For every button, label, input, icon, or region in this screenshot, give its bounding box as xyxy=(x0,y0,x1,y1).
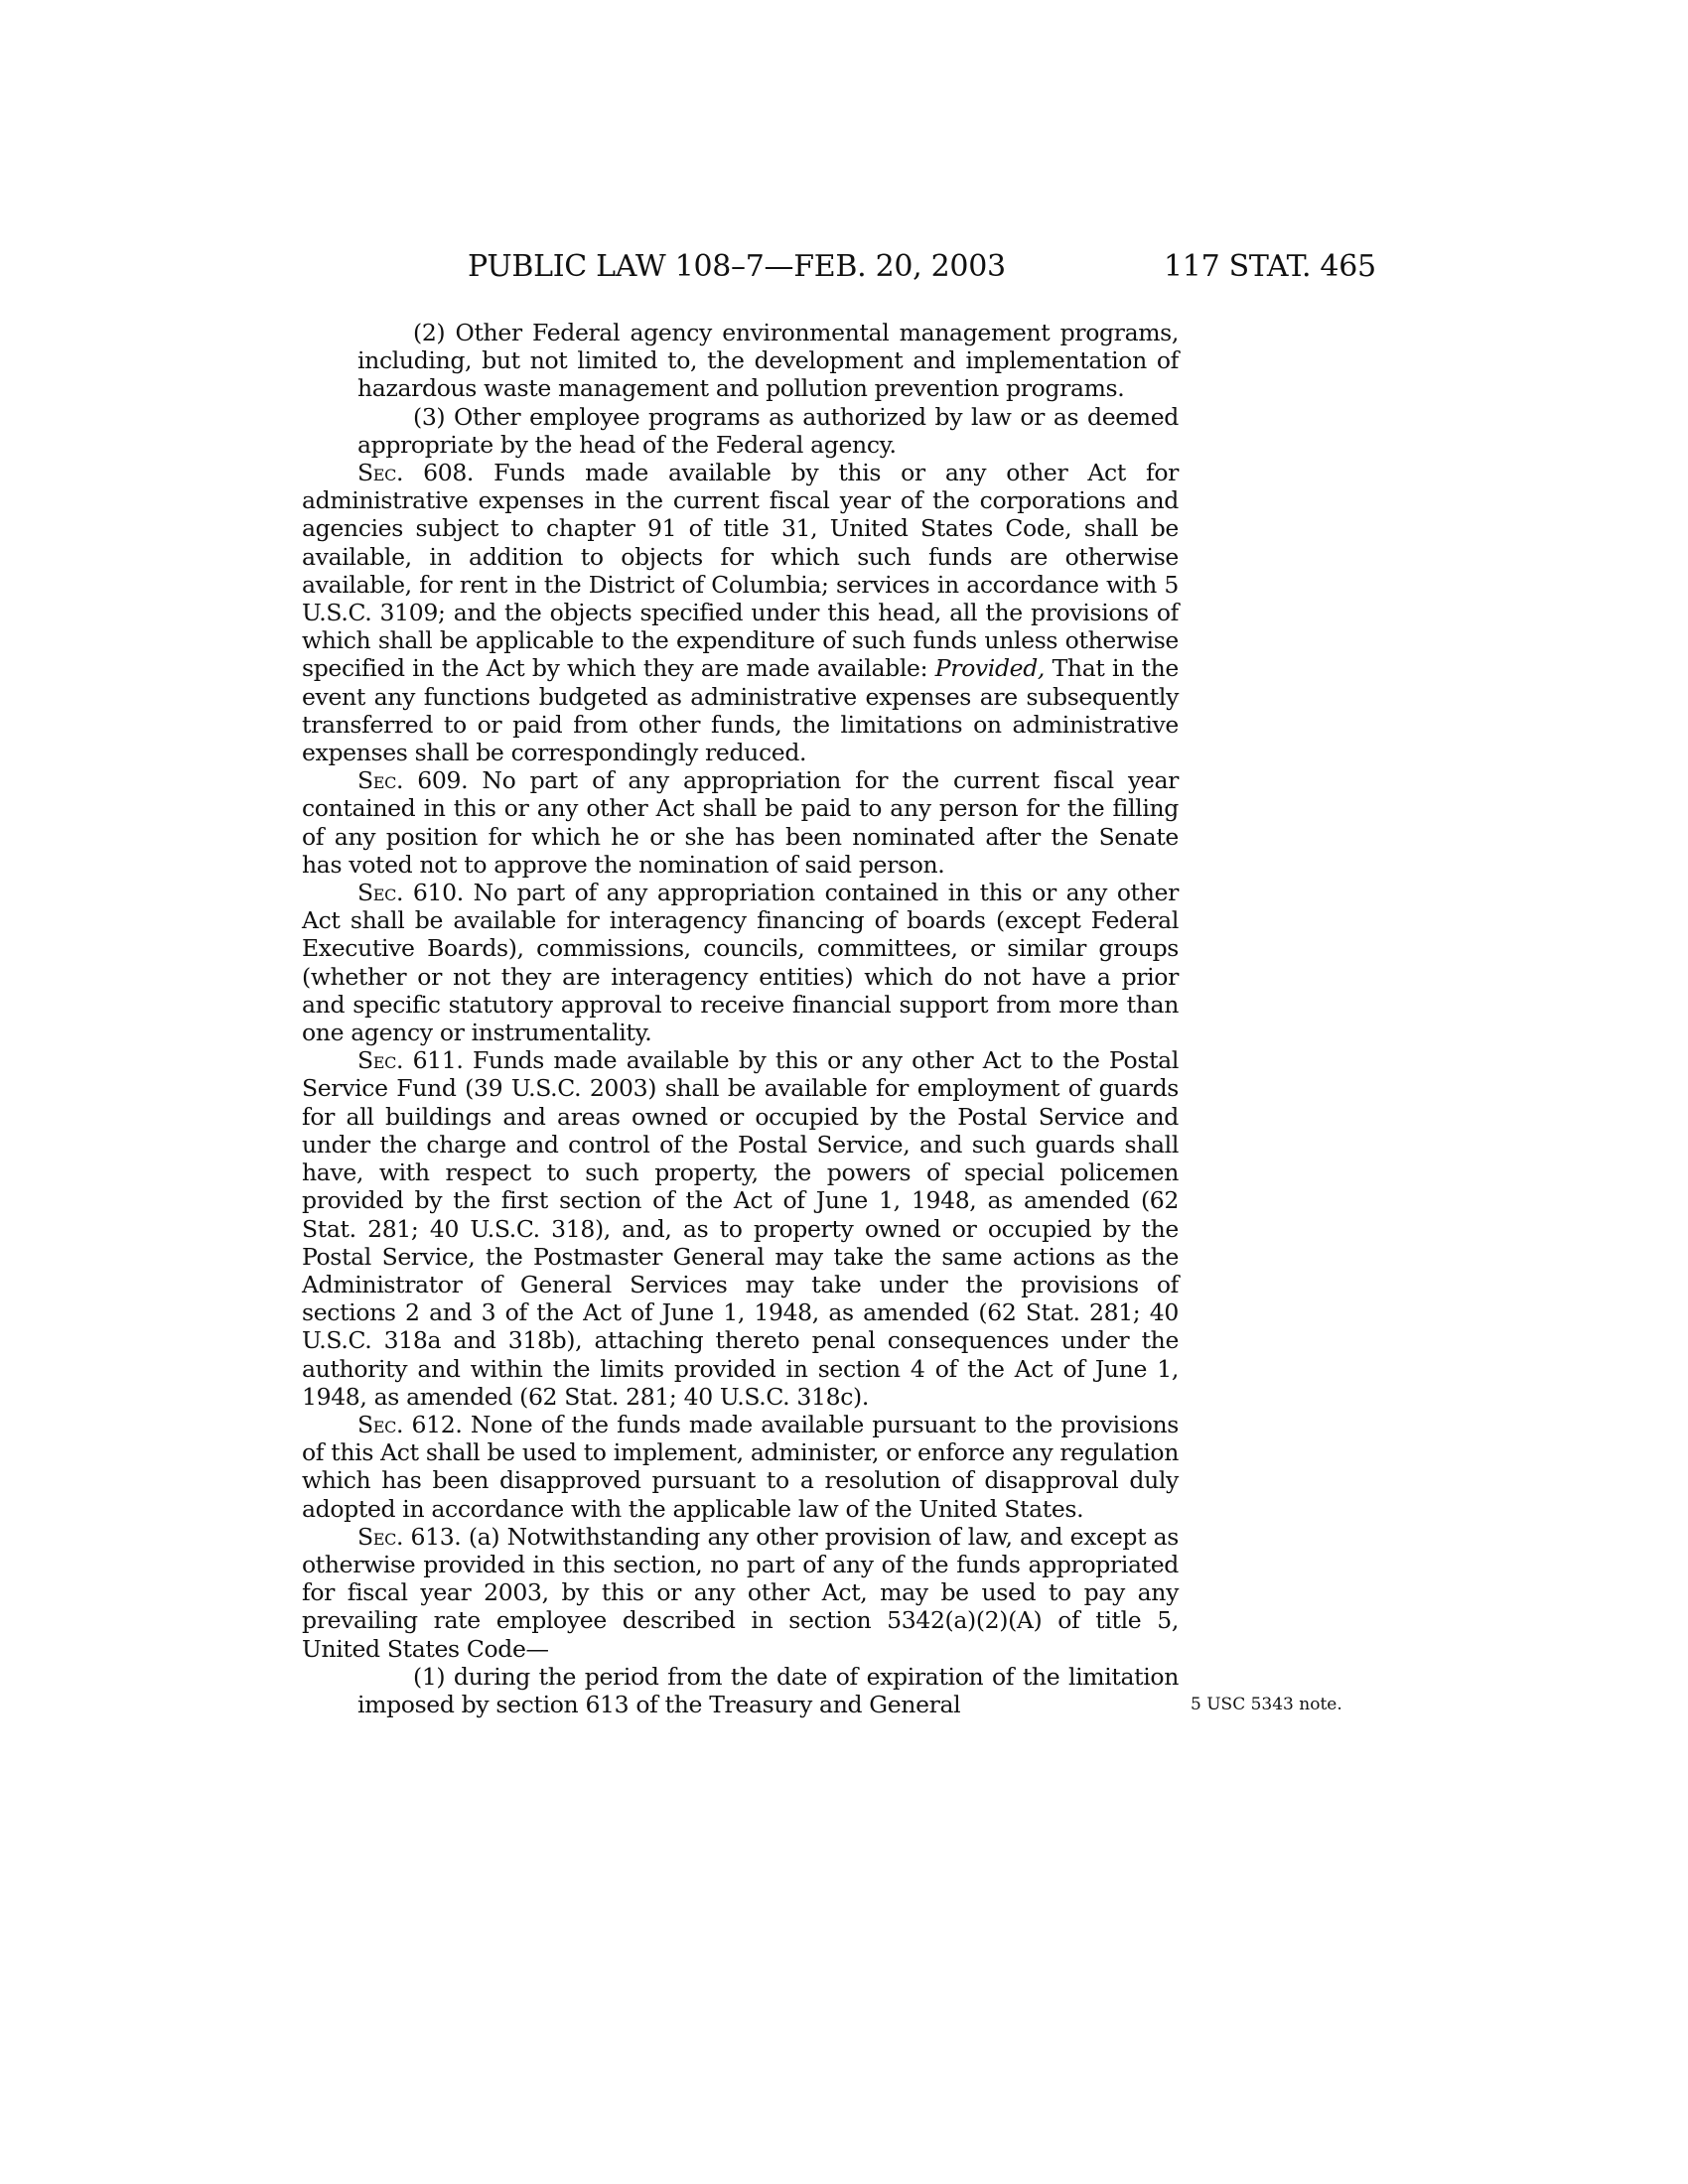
statute-text xyxy=(302,319,1179,1718)
section-number: Sec. 610. xyxy=(357,879,464,907)
section-612 xyxy=(302,1411,1179,1523)
section-613 xyxy=(302,1523,1179,1663)
section-number: Sec. 612. xyxy=(357,1410,463,1438)
paragraph-613-1 xyxy=(302,1663,1179,1718)
margin-note: 5 USC 5343 note. xyxy=(1191,1695,1342,1714)
section-text: (a) Notwithstanding any other provision of law, and except as otherwise provided in this section, no part of any of the funds appropriated for fiscal year 2003, by this or any other Act, may be used to pay any prevailing rate employee described in section 5342(a)(2)(A) of title 5, United States Code— xyxy=(302,1522,1179,1663)
paragraph-3 xyxy=(302,403,1179,459)
section-609 xyxy=(302,766,1179,879)
section-611 xyxy=(302,1046,1179,1411)
paragraph-2 xyxy=(302,319,1179,403)
section-number: Sec. 609. xyxy=(357,766,469,795)
section-text: None of the funds made available pursuant to the provisions of this Act shall be used to implement, administer, or enforce any regulation which has been disapproved pursuant to a resolution of disapproval duly adopted in accordance with the applicable law of the United States. xyxy=(302,1410,1179,1523)
section-number: Sec. 613. xyxy=(357,1522,462,1551)
section-text: No part of any appropriation contained in this or any other Act shall be available for interagency financing of boards (except Federal Executive Boards), commissions, councils, committees, or similar groups (whether or not they are interagency entities) which do not have a prior and specific statutory approval to receive financial support from more than one agency or instrumentality. xyxy=(302,879,1179,1047)
stat-citation: 117 STAT. 465 xyxy=(1164,249,1376,284)
section-text: Funds made available by this or any other Act for administrative expenses in the current fiscal year of the corporations and agencies subject to chapter 91 of title 31, United States Code, shall be available, in addition to objects for which such funds are otherwise available, for rent in the District of Columbia; services in accordance with 5 U.S.C. 3109; and the objects specified under this head, all the provisions of which shall be applicable to the expenditure of such funds unless otherwise specified in the Act by which they are made available: xyxy=(302,459,1179,683)
section-number: Sec. 611. xyxy=(357,1046,464,1075)
paragraph-text: (3) Other employee programs as authorized by law or as deemed appropriate by the head of the Federal agency. xyxy=(357,402,1179,459)
proviso-term: Provided, xyxy=(934,654,1046,683)
paragraph-text: (2) Other Federal agency environmental management programs, including, but not limited to, the development and implementation of hazardous waste management and pollution prevention programs. xyxy=(357,319,1179,403)
section-text: No part of any appropriation for the current fiscal year contained in this or any other Act shall be paid to any person for the filling of any position for which he or she has been nominated after the Senate has voted not to approve the nomination of said person. xyxy=(302,766,1179,879)
running-head: PUBLIC LAW 108–7—FEB. 20, 2003 xyxy=(468,249,1006,284)
section-number: Sec. 608. xyxy=(357,459,475,487)
section-608 xyxy=(302,459,1179,766)
section-text: Funds made available by this or any other Act to the Postal Service Fund (39 U.S.C. 2003) shall be available for employment of guards for all buildings and areas owned or occupied by the Postal Service and under the charge and control of the Postal Service, and such guards shall have, with respect to such property, the powers of special policemen provided by the first section of the Act of June 1, 1948, as amended (62 Stat. 281; 40 U.S.C. 318), and, as to property owned or occupied by the Postal Service, the Postmaster General may take the same actions as the Administrator of General Services may take under the provisions of sections 2 and 3 of the Act of June 1, 1948, as amended (62 Stat. 281; 40 U.S.C. 318a and 318b), attaching thereto penal consequences under the authority and within the limits provided in section 4 of the Act of June 1, 1948, as amended (62 Stat. 281; 40 U.S.C. 318c). xyxy=(302,1046,1179,1411)
paragraph-text: (1) during the period from the date of expiration of the limitation imposed by section 613 of the Treasury and General xyxy=(357,1662,1179,1718)
section-610 xyxy=(302,879,1179,1046)
section-text-continued: That in the event any functions budgeted as administrative expenses are subsequently transferred to or paid from other funds, the limitations on administrative expenses shall be correspondingly reduced. xyxy=(302,654,1179,767)
